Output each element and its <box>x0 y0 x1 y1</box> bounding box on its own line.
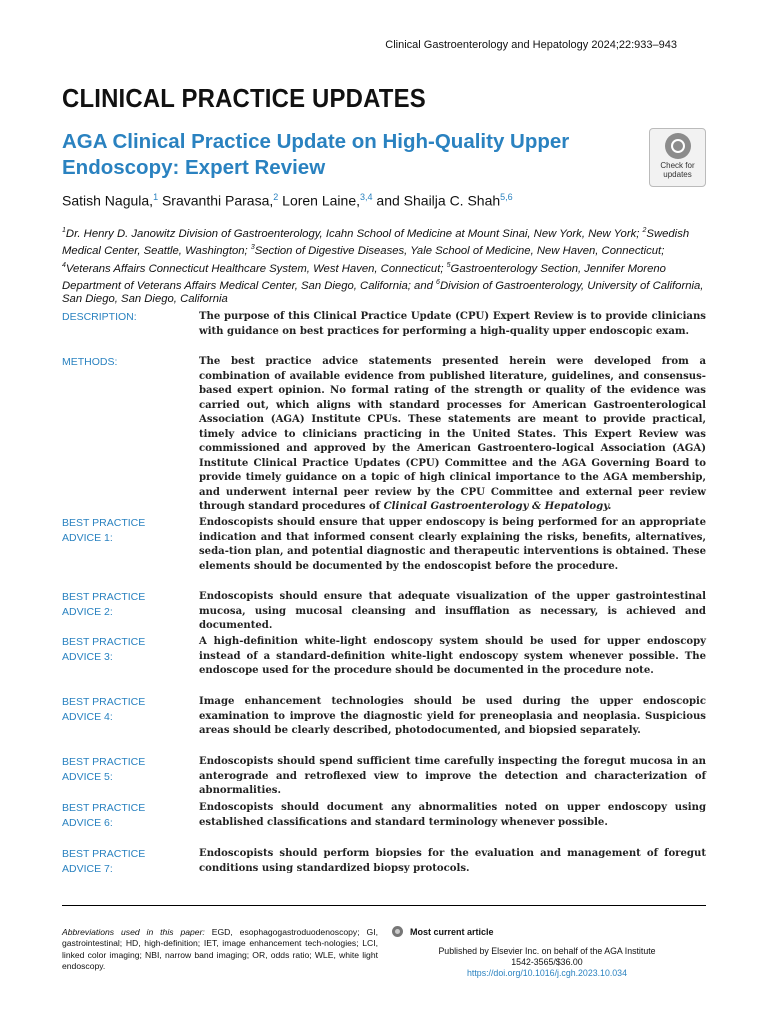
affil-sup: 2 <box>642 227 647 234</box>
advice-label-1: BEST PRACTICE <box>62 696 146 708</box>
affil-text: Dr. Henry D. Janowitz Division of Gastroenterology, Icahn School of Medicine at Mount Sinai, New York, New York; <box>65 227 643 240</box>
affil-text: Gastroenterology Section, Jennifer Moreno Department of Veterans Affairs Medical Center, San Diego, California; and <box>62 262 666 292</box>
advice-label-1: BEST PRACTICE <box>62 517 146 529</box>
most-current-article[interactable] <box>392 926 494 937</box>
advice-label <box>62 516 192 545</box>
affil-text: Section of Digestive Diseases, Yale School of Medicine, New Haven, Connecticut; <box>254 245 665 258</box>
affil-sup: 6 <box>436 279 440 287</box>
methods-label: METHODS: <box>62 356 118 368</box>
advice-label-1: BEST PRACTICE <box>62 848 146 860</box>
affil-sup: 5 <box>446 261 451 269</box>
issn-line: 1542-3565/$36.00 <box>511 957 583 968</box>
advice-text: A high-definition white-light endoscopy system should be used for upper endoscopy instead of a standard-definition white-light endoscopy system whenever possible. The endoscope used for the procedure should be documented in the procedure note. <box>199 636 706 676</box>
advice-label-1: BEST PRACTICE <box>62 756 146 768</box>
affil-text: Swedish Medical Center, Seattle, Washington; <box>62 227 690 258</box>
advice-text: Endoscopists should ensure that adequate visualization of the upper gastrointestinal mucosa, using mucosal cleansing and insufflation as necessary, is achieved and documented. <box>199 591 706 631</box>
description-label: DESCRIPTION: <box>62 311 137 323</box>
advice-label-1: BEST PRACTICE <box>62 591 146 603</box>
advice-label-2: ADVICE 5: <box>62 770 113 783</box>
methods-text <box>199 355 706 515</box>
author-name: Loren Laine, <box>278 192 360 209</box>
abbreviations-footnote <box>62 927 378 973</box>
advice-label <box>62 755 192 784</box>
affiliations <box>62 224 712 307</box>
check-updates-icon <box>665 133 691 159</box>
section-heading: CLINICAL PRACTICE UPDATES <box>62 83 426 113</box>
advice-label-2: ADVICE 4: <box>62 710 113 723</box>
article-title: AGA Clinical Practice Update on High-Quality Upper Endoscopy: Expert Review <box>62 130 570 179</box>
author-list <box>62 192 513 209</box>
advice-text: Endoscopists should ensure that upper endoscopy is being performed for an appropriate indication and that informed consent clearly explaining the risks, benefits, alternatives, seda-tion plan, and potential diagnostic and therapeutic interventions is obtained. These elements should be documented by the endoscopist before the procedure. <box>199 517 706 572</box>
author-affil-link[interactable]: 1 <box>153 192 159 202</box>
footer-divider <box>62 905 706 906</box>
affil-text: Veterans Affairs Connecticut Healthcare System, West Haven, Connecticut; <box>65 262 447 275</box>
advice-label <box>62 847 192 876</box>
advice-label-1: BEST PRACTICE <box>62 802 146 814</box>
advice-label <box>62 635 192 664</box>
advice-text: Endoscopists should spend sufficient time carefully inspecting the foregut mucosa in an anterograde and retroflexed view to improve the detection and characterization of abnormalities. <box>199 756 706 796</box>
crossmark-icon <box>392 926 403 937</box>
most-current-label: Most current article <box>410 926 494 937</box>
advice-text: Endoscopists should perform biopsies for the evaluation and management of foregut conditions using standardized biopsy protocols. <box>199 848 706 874</box>
author-name: Satish Nagula, <box>62 192 154 209</box>
publisher-info <box>392 946 702 980</box>
advice-label <box>62 801 192 830</box>
author-affil-link[interactable]: 5,6 <box>500 192 513 202</box>
advice-label-2: ADVICE 7: <box>62 862 113 875</box>
affil-sup: 1 <box>62 227 66 234</box>
abbrev-text: EGD, esophagogastroduodenoscopy; GI, gastrointestinal; HD, high-definition; IET, image enhancement tech-nologies; LCI, linked color imaging; NBI, narrow band imaging; OR, odds ratio; WLE, white light endoscopy. <box>62 927 378 972</box>
badge-line-2: updates <box>663 170 692 179</box>
check-for-updates-badge[interactable] <box>649 128 706 187</box>
advice-label-2: ADVICE 3: <box>62 650 113 663</box>
advice-label-2: ADVICE 6: <box>62 816 113 829</box>
advice-label-1: BEST PRACTICE <box>62 636 146 648</box>
methods-body: The best practice advice statements presented herein were developed from a combination of available evidence from published literature, guidelines, and consensus-based expert opinion. No formal rating of the strength or quality of the evidence was carried out, which aligns with standard processes for American Gastroenterological Association (AGA) Institute CPUs. These statements are meant to provide practical, timely advice to clinicians practicing in the United States. This Expert Review was commissioned and approved by the American Gastroentero-logical Association (AGA) Institute Clinical Practice Updates (CPU) Committee and the AGA Governing Board to provide timely guidance on a topic of high clinical importance to the AGA membership, and underwent internal peer review by the CPU Committee and external peer review through standard procedures of <box>199 356 706 512</box>
advice-text: Image enhancement technologies should be used during the upper endoscopic examination to improve the diagnostic yield for preneoplasia and neoplasia. Suspicious areas should be clearly described, photodocumented, and biopsied separately. <box>199 696 706 736</box>
affil-sup: 3 <box>250 244 255 252</box>
advice-label <box>62 590 192 619</box>
methods-journal: Clinical Gastroenterology & Hepatology. <box>383 501 612 512</box>
publisher-line: Published by Elsevier Inc. on behalf of the AGA Institute <box>438 946 656 956</box>
doi-link[interactable]: https://doi.org/10.1016/j.cgh.2023.10.034 <box>467 968 627 979</box>
author-name: Sravanthi Parasa, <box>158 192 274 209</box>
description-text: The purpose of this Clinical Practice Update (CPU) Expert Review is to provide clinicians with guidance on best practices for performing a high-quality upper endoscopic exam. <box>199 311 706 337</box>
advice-label <box>62 695 192 724</box>
advice-label-2: ADVICE 2: <box>62 605 113 618</box>
badge-line-1: Check for <box>660 161 695 170</box>
advice-text: Endoscopists should document any abnormalities noted on upper endoscopy using established classifications and standard terminology whenever possible. <box>199 802 706 828</box>
author-name: and Shailja C. Shah <box>372 192 501 209</box>
author-affil-link[interactable]: 3,4 <box>360 192 373 202</box>
author-affil-link[interactable]: 2 <box>273 192 279 202</box>
affil-sup: 4 <box>62 261 66 269</box>
affil-text: Division of Gastroenterology, University of California, San Diego, San Diego, California <box>62 279 704 306</box>
journal-citation: Clinical Gastroenterology and Hepatology 2024;22:933–943 <box>385 39 677 51</box>
advice-label-2: ADVICE 1: <box>62 531 113 544</box>
abbrev-label: Abbreviations used in this paper: <box>62 927 205 937</box>
